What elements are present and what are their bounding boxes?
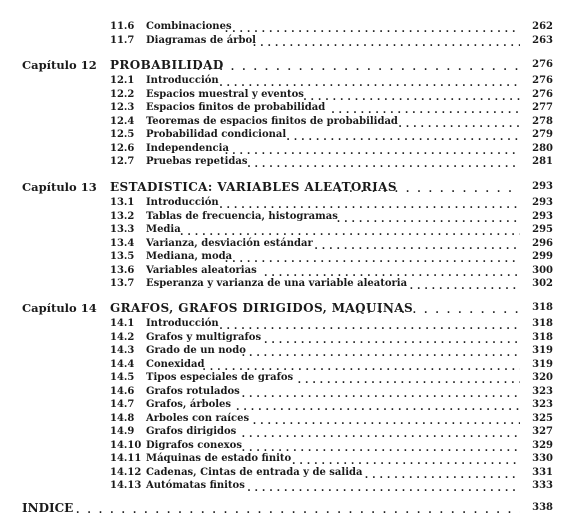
chapter-label: Capítulo 12 [22,58,97,72]
page-number: 276 [532,59,553,70]
dot-leader [197,57,520,73]
page-number: 299 [532,251,553,262]
section-number: 14.8 [110,412,135,424]
page-number: 279 [532,129,553,140]
toc-section-line [0,478,571,494]
section-title: Espacios muestral y eventos [146,88,304,100]
page-number: 280 [532,142,553,154]
section-title: Grafos, árboles [146,399,232,410]
section-title: Espacios finitos de probabilidad [146,102,326,113]
page-number: 262 [532,21,553,32]
section-number: 13.6 [110,264,135,276]
dot-leader [338,179,520,195]
chapter-title: ESTADISTICA: VARIABLES ALEATORIAS [110,180,397,194]
page-number: 293 [532,210,553,222]
section-title: Diagramas de árbol [146,35,256,46]
page-number: 331 [532,466,553,478]
dot-leader [76,500,520,516]
page-number: 318 [532,331,553,343]
section-number: 13.7 [110,278,135,289]
section-number: 13.5 [110,251,135,262]
page-number: 319 [532,358,553,370]
page-number: 263 [532,35,553,46]
section-title: Cadenas, Cintas de entrada y de salida [146,466,363,478]
page-number: 325 [532,412,553,424]
section-title: Introducción [146,318,219,329]
page-number: 278 [532,115,553,127]
section-number: 12.2 [110,88,135,100]
section-number: 13.3 [110,224,135,235]
chapter-title: PROBABILIDAD [110,58,224,72]
section-title: Media [146,224,181,235]
section-number: 14.9 [110,426,135,437]
section-title: Máquinas de estado finito [146,453,292,464]
section-number: 12.5 [110,129,135,140]
section-title: Introducción [146,197,219,208]
section-number: 11.6 [110,21,135,32]
toc-section-line [0,276,571,292]
section-number: 14.6 [110,385,135,397]
page-number: 323 [532,385,553,397]
section-title: Autómatas finitos [146,480,245,491]
page-number: 276 [532,88,553,100]
toc-section-line [0,154,571,170]
section-number: 13.4 [110,237,135,249]
page-number: 300 [532,264,553,276]
page-number: 333 [532,480,553,491]
page-number: 293 [532,197,553,208]
section-title: Arboles con raíces [146,412,250,424]
page-number: 302 [532,278,553,289]
section-number: 13.2 [110,210,135,222]
dot-leader [410,276,520,292]
dot-leader [253,33,520,49]
section-number: 13.1 [110,197,135,208]
section-number: 12.6 [110,142,135,154]
section-title: Esperanza y varianza de una variable aleatoria [146,278,408,289]
page-number: 277 [532,102,553,113]
page-number: 329 [532,439,553,451]
section-title: Conexidad [146,358,205,370]
section-number: 12.7 [110,156,135,167]
page-number: 318 [532,318,553,329]
toc-chapter-line [0,300,571,316]
section-title: Tablas de frecuencia, histogramas [146,210,338,222]
section-title: Varianza, desviación estándar [146,237,313,249]
section-title: Tipos especiales de grafos [146,372,294,383]
section-number: 14.1 [110,318,135,329]
section-number: 14.2 [110,331,135,343]
section-title: Combinaciones [146,21,232,32]
section-number: 12.1 [110,75,135,86]
section-title: Variables aleatorias [146,264,257,276]
page-number: 295 [532,224,553,235]
section-number: 14.12 [110,466,142,478]
section-title: Grafos y multigrafos [146,331,262,343]
section-number: 12.3 [110,102,135,113]
toc-chapter-line [0,179,571,195]
section-title: Independencia [146,142,229,154]
toc-section-line [0,33,571,49]
page-number: 323 [532,399,553,410]
section-title: Teoremas de espacios finitos de probabilidad [146,115,398,127]
page-number: 330 [532,453,553,464]
page-number: 276 [532,75,553,86]
section-number: 11.7 [110,35,135,46]
chapter-label: Capítulo 14 [22,301,97,315]
page-number: 281 [532,156,553,167]
dot-leader [344,300,520,316]
section-number: 14.13 [110,480,142,491]
section-number: 14.3 [110,345,135,356]
section-number: 14.7 [110,399,135,410]
dot-leader [247,478,520,494]
page-number: 293 [532,181,553,192]
section-number: 14.11 [110,453,142,464]
toc-index-line [0,500,571,516]
section-number: 14.5 [110,372,135,383]
page-number: 327 [532,426,553,437]
section-title: Introducción [146,75,219,86]
section-title: Pruebas repetidas [146,156,248,167]
page-number: 319 [532,345,553,356]
section-number: 12.4 [110,115,135,127]
section-title: Grado de un nodo [146,345,246,356]
section-title: Grafos rotulados [146,385,240,397]
section-number: 14.10 [110,439,142,451]
section-title: Grafos dirigidos [146,426,237,437]
section-number: 14.4 [110,358,135,370]
section-title: Mediana, moda [146,251,233,262]
section-title: Digrafos conexos [146,439,242,451]
dot-leader [247,154,520,170]
page-number: 338 [532,502,553,513]
chapter-title: GRAFOS, GRAFOS DIRIGIDOS, MAQUINAS [110,301,414,315]
section-title: Probabilidad condicional [146,129,287,140]
toc-chapter-line [0,57,571,73]
page-number: 320 [532,372,553,383]
index-title: INDICE [22,501,74,515]
page-number: 318 [532,302,553,313]
page-number: 296 [532,237,553,249]
chapter-label: Capítulo 13 [22,180,97,194]
